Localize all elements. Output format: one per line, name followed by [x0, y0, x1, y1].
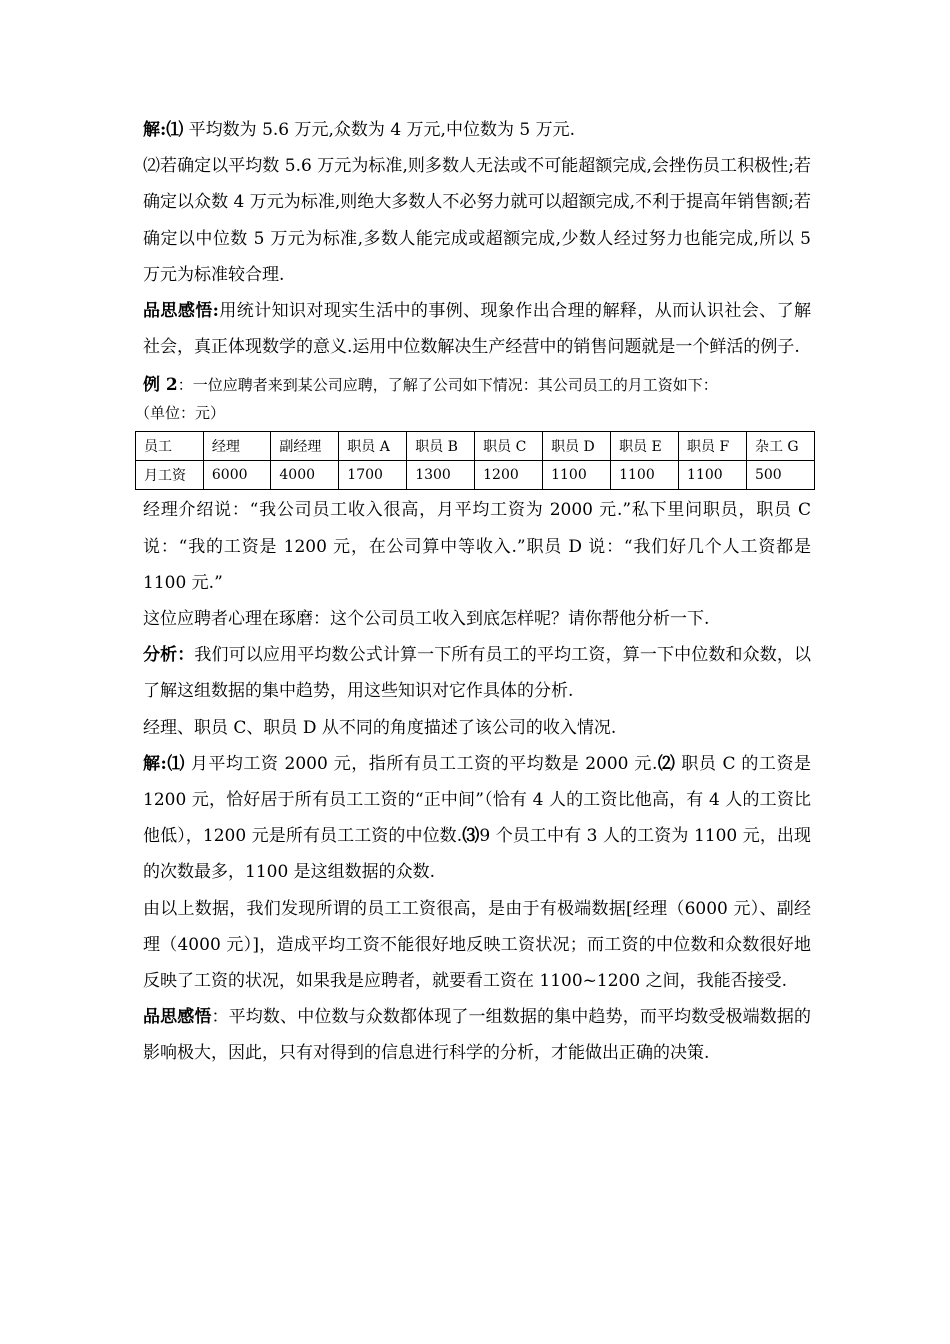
table-cell: 职员 F — [679, 432, 747, 461]
conclusion: 由以上数据，我们发现所谓的员工工资很高，是由于有极端数据[经理（6000 元）、副经理（4000 元）]，造成平均工资不能很好地反映工资状况；而工资的中位数和众数很好地反映了工资的状况，如果我是应聘者，就要看工资在 1100~1200 之间，我能否接受. — [143, 898, 811, 992]
table-cell: 1100 — [543, 461, 611, 490]
example-2-heading: 例 2：一位应聘者来到某公司应聘，了解了公司如下情况：其公司员工的月工资如下： — [143, 375, 718, 396]
insight-1: 品思感悟:用统计知识对现实生活中的事例、现象作出合理的解释，从而认识社会、了解社会，真正体现数学的意义.运用中位数解决生产经营中的销售问题就是一个鲜活的例子. — [143, 301, 812, 358]
question: 这位应聘者心理在琢磨：这个公司员工收入到底怎样呢？请你帮他分析一下. — [143, 609, 710, 630]
table-cell: 月工资 — [136, 461, 204, 490]
table-cell: 职员 E — [611, 432, 679, 461]
table-cell: 职员 C — [475, 432, 543, 461]
table-cell: 1100 — [611, 461, 679, 490]
table-cell: 职员 A — [339, 432, 407, 461]
insight-label: 品思感悟: — [143, 301, 219, 322]
table-cell: 副经理 — [271, 432, 339, 461]
solution-1-part-2: ⑵若确定以平均数 5.6 万元为标准,则多数人无法或不可能超额完成,会挫伤员工积极性;若确定以众数 4 万元为标准,则绝大多数人不必努力就可以超额完成,不利于提高年销售额;若确定以中位数 5 万元为标准,多数人能完成或超额完成,少数人经过努力也能完成,所以 5 万元为标准较合理. — [143, 156, 811, 285]
narrative: 经理介绍说：“我公司员工收入很高，月平均工资为 2000 元.”私下里问职员，职员 C 说：“我的工资是 1200 元，在公司算中等收入.”职员 D 说：“我们好几个人工资都是 1100 元.” — [143, 500, 811, 593]
table-cell: 职员 B — [407, 432, 475, 461]
table-cell: 1300 — [407, 461, 475, 490]
insight-label: 品思感悟 — [143, 1007, 212, 1028]
solution-1-part-1: 解:⑴ 平均数为 5.6 万元,众数为 4 万元,中位数为 5 万元. — [143, 120, 575, 140]
table-cell: 1100 — [679, 461, 747, 490]
table-cell: 500 — [746, 461, 814, 490]
table-cell: 杂工 G — [746, 432, 814, 461]
table-cell: 经理 — [203, 432, 271, 461]
analysis: 分析：我们可以应用平均数公式计算一下所有员工的平均工资，算一下中位数和众数，以了解这组数据的集中趋势，用这些知识对它作具体的分析. — [143, 645, 812, 702]
table-cell: 1700 — [339, 461, 407, 490]
table-cell: 1200 — [475, 461, 543, 490]
table-cell: 职员 D — [543, 432, 611, 461]
solution-2: 解:⑴ 月平均工资 2000 元，指所有员工工资的平均数是 2000 元.⑵ 职员 C 的工资是 1200 元，恰好居于所有员工工资的“正中间”（恰有 4 人的工资比他高，有 4 人的工资比他低），1200 元是所有员工工资的中位数.⑶9 个员工中有 3 人的工资为 1100 元，出现的次数最多，1100 是这组数据的众数. — [143, 753, 812, 883]
example-label: 例 2 — [143, 375, 178, 396]
description: 经理、职员 C、职员 D 从不同的角度描述了该公司的收入情况. — [143, 717, 617, 738]
solution-label: 解:⑴ — [143, 753, 185, 774]
solution-label: 解:⑴ — [143, 120, 184, 140]
document-page — [135, 112, 812, 1072]
salary-table — [135, 431, 815, 490]
analysis-label: 分析： — [143, 645, 195, 666]
table-row — [136, 461, 815, 490]
table-row — [136, 432, 815, 461]
table-cell: 4000 — [271, 461, 339, 490]
table-cell: 员工 — [136, 432, 204, 461]
unit-note: （单位：元） — [135, 404, 226, 423]
item-marker: ⑵ — [657, 753, 676, 774]
table-cell: 6000 — [203, 461, 271, 490]
insight-2: 品思感悟：平均数、中位数与众数都体现了一组数据的集中趋势，而平均数受极端数据的影响极大，因此，只有对得到的信息进行科学的分析，才能做出正确的决策. — [143, 1007, 812, 1064]
item-marker: ⑶ — [462, 826, 480, 847]
